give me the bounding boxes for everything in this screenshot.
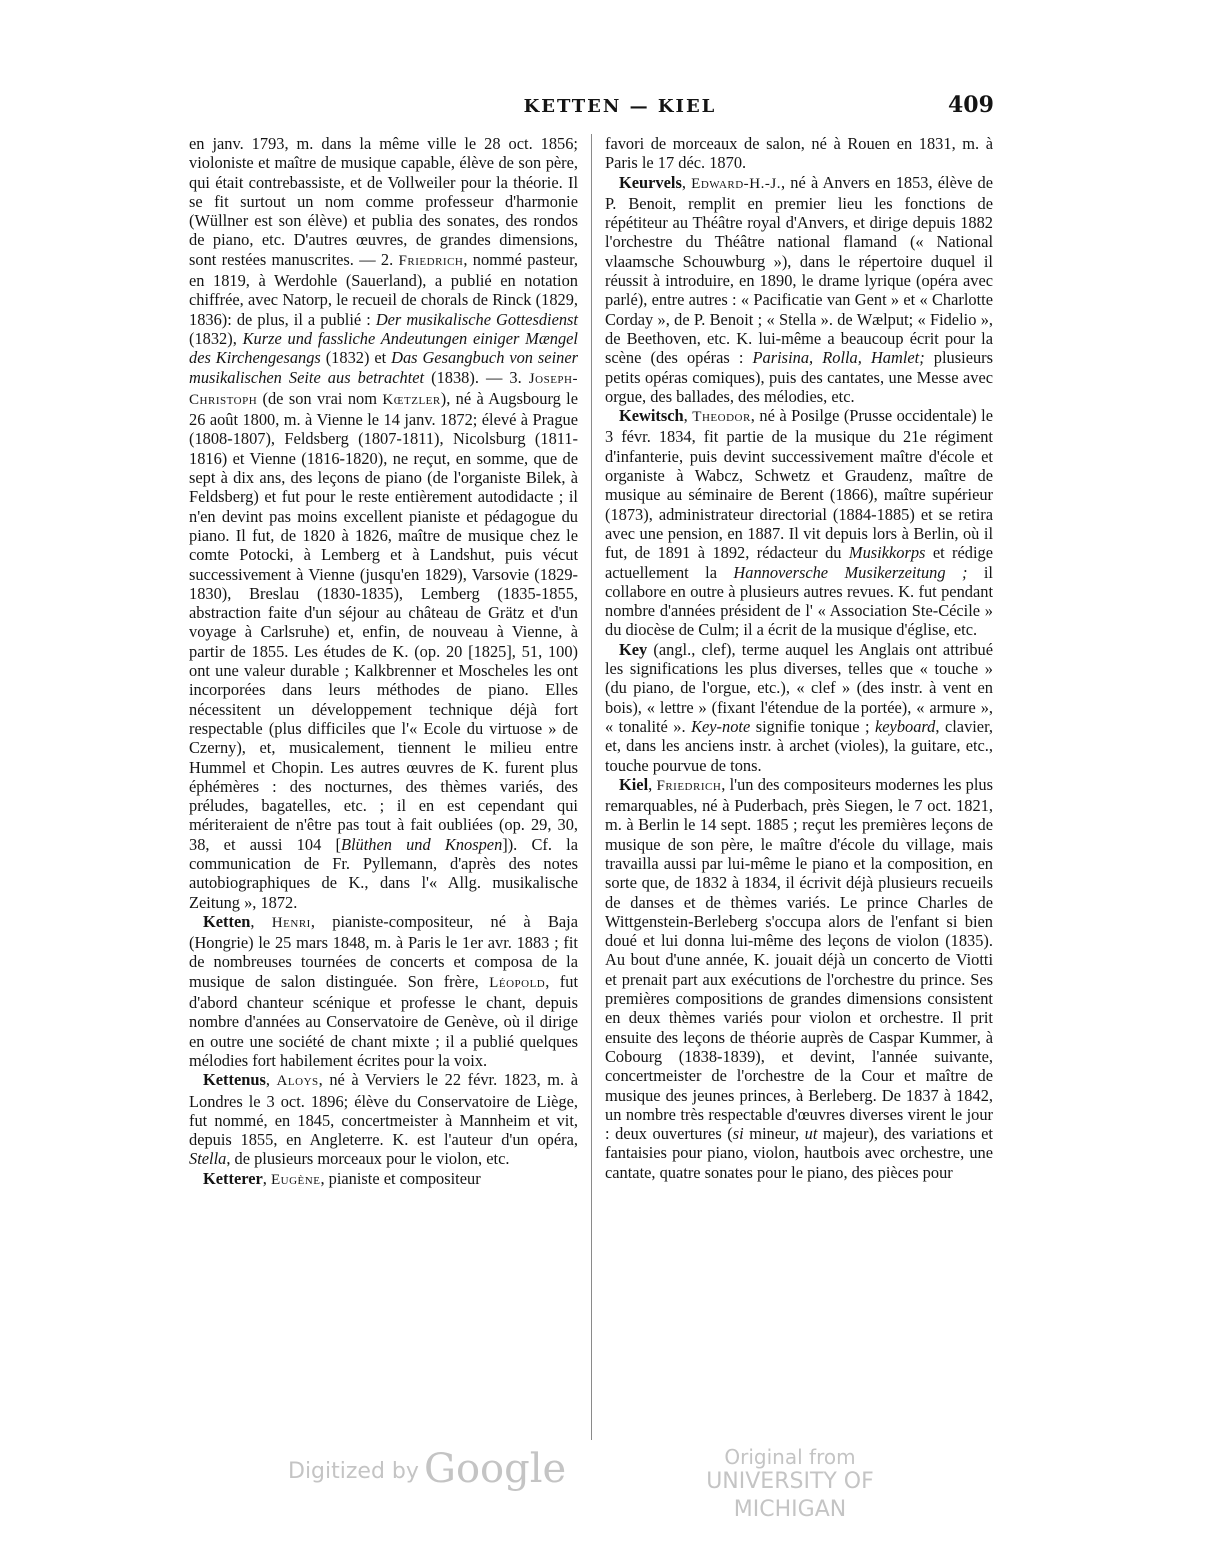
dictionary-entry — [605, 406, 993, 640]
italic-title: Das Gesangbuch von seiner musikalischen Seite aus betrachtet — [189, 348, 578, 387]
entry-text: , nommé pasteur, en 1819, à Werdohle (Sauerland), a publié en notation chiffrée, avec Natorp, le recueil de chorals de Rinck (1829, 1836): de plus, il a publié : — [189, 249, 578, 329]
entry-text: plusieurs petits opéras comiques), puis des cantates, une Messe avec orgue, des ballades, des mélodies, etc. — [605, 348, 993, 406]
entry-text: (1832) et — [320, 348, 392, 368]
entry-text: , — [681, 172, 692, 192]
entry-headword: Kettenus — [203, 1070, 266, 1090]
small-caps-name: Kœtzler — [382, 391, 441, 408]
italic-title: ut — [804, 1124, 818, 1144]
entry-headword: Kewitsch — [619, 406, 684, 426]
entry-text: ), né à Augsbourg le 26 août 1800, m. à Vienne le 14 janv. 1872; élevé à Prague (1808-1807), Feldsberg (1807-1811), Nicolsburg (1811-1816) et Vienne (1816-1820), ne reçut, en somme, que de sept à dix ans, des leçons de piano (de l'organiste Bilek, à Feldsberg) et fut pour le reste entièrement autodidacte ; il n'en devint pas moins excellent pianiste et pédagogue du piano. Il fut, de 1820 à 1826, maître de musique chez le comte Potocki, à Lemberg et à Landshut, puis vécut successivement à Vienne (jusqu'en 1829), Varsovie (1829-1830), Breslau (1830-1835), Lemberg (1835-1855, abstraction faite d'un séjour au château de Grätz et d'un voyage à Carlsruhe) et, enfin, de nouveau à Vienne, à partir de 1855. Les études de K. (op. 20 [1825], 51, 100) ont une valeur durable ; Kalkbrenner et Moscheles les ont incorporées dans leurs méthodes de piano. Elles nécessitent un développement technique déjà fort respectable (plus difficiles que l'« Ecole du virtuose » de Czerny), et, musicalement, tiennent le milieu entre Hummel et Chopin. Les autres œuvres de K. furent plus éphémères : des nocturnes, des thèmes variés, des préludes, bagatelles, etc. ; il en est cependant qui mériteraient de n'être pas tout à fait oubliées (op. 29, 30, 38, et aussi 104 [ — [189, 388, 578, 854]
dictionary-entry — [189, 1070, 578, 1168]
digitized-by-watermark — [288, 1446, 566, 1492]
entry-text: , pianiste et compositeur — [320, 1168, 481, 1188]
dictionary-entry — [605, 640, 993, 775]
entry-text: , fut d'abord chanteur scénique et professe le chant, depuis nombre d'années au Conservatoire de Genève, où il dirige en outre une société de chant mixte ; il a publié quelques mélodies fort habilement écrites pour la voix. — [189, 971, 578, 1070]
italic-title: si — [732, 1124, 744, 1144]
entry-headword: Key — [619, 639, 648, 659]
entry-text: , de plusieurs morceaux pour le violon, etc. — [226, 1149, 510, 1169]
italic-title: Parisina, Rolla, Hamlet; — [752, 348, 925, 368]
entry-text: , — [265, 1070, 277, 1090]
continued-paragraph — [605, 134, 993, 173]
italic-title: Hannoversche Musikerzeitung ; — [733, 562, 968, 582]
italic-title: keyboard — [875, 716, 936, 736]
entry-headword: Ketten — [203, 911, 251, 931]
entry-text: ]). Cf. la communication de Fr. Pyllemann, d'après des notes autobiographiques de K., dans l'« Allg. musikalische Zeitung », 1872. — [189, 834, 578, 912]
small-caps-name: Edward-H.-J. — [691, 175, 782, 192]
entry-headword: Keurvels — [619, 172, 682, 192]
entry-text: , né à Verviers le 22 févr. 1823, m. à Londres le 3 oct. 1896; élève du Conservatoire de Liège, fut nommé, en 1845, concertmeister à Mannheim et vit, depuis 1855, en Angleterre. K. est l'auteur d'un opéra, — [189, 1070, 578, 1150]
dictionary-entry — [605, 775, 993, 1182]
entry-text: (de son vrai nom — [257, 388, 383, 408]
entry-text: , — [262, 1168, 271, 1188]
entry-text: (1832), — [189, 328, 243, 348]
entry-text: , né à Anvers en 1853, élève de P. Benoit, remplit en premier lieu les fonctions de répétiteur au Théâtre royal d'Anvers, et dirige depuis 1882 l'orchestre du Théâtre national flamand (« National vlaamsche Schouwburg »), dans le répertoire duquel il réussit à introduire, en 1890, le drame lyrique (opéra avec parlé), entre autres : « Pacificatie van Gent » et « Charlotte Corday », de P. Benoit ; « Stella ». de Wælput; « Fidelio », de Beethoven, etc. K. lui-même a beaucoup écrit pour la scène (des opéras : — [605, 172, 993, 368]
entry-text: , né à Posilge (Prusse occidentale) le 3 févr. 1834, fit partie de la musique du 21e régiment d'infanterie, puis devint successivement maître d'école et organiste à Wabcz, Schwetz et Graudenz, maître de musique au séminaire de Berent (1866), maître supérieur (1873), administrateur directorial (1884-1885) et se retira avec une pension, en 1887. Il vit depuis lors à Berlin, où il fut, de 1891 à 1892, rédacteur du — [605, 406, 993, 563]
italic-title: Kurze und fassliche Andeutungen einiger Mængel des Kirchengesangs — [189, 328, 578, 368]
original-source-watermark — [660, 1446, 920, 1524]
entry-text: , — [648, 774, 657, 794]
google-logo: Google — [424, 1446, 567, 1492]
italic-title: Der musikalische Gottesdienst — [375, 309, 578, 329]
entry-headword: Kiel — [619, 774, 649, 794]
entry-text: , l'un des compositeurs modernes les plus remarquables, né à Puderbach, près Siegen, le 7 oct. 1821, m. à Berlin le 14 sept. 1885 ; reçut les premières leçons de musique de son père, le maître d'école du village, mais travailla aussi par lui-même le piano et la composition, en sorte que, de 1832 à 1834, il écrivit déjà plusieurs recueils de danses et de thèmes variés. Le prince Charles de Wittgenstein-Berleberg s'occupa alors de l'enfant si bien doué et lui donna lui-même des leçons de violon (1835). Au bout d'une année, K. jouait déjà un concerto de Viotti et prenait part aux exécutions de l'orchestre du prince. Ses premières compositions de grandes dimensions consistent en deux thèmes variés pour violon et orchestre. Il prit ensuite des leçons de théorie auprès de Caspar Kummer, à Cobourg (1838-1839), et devint, l'année suivante, concertmeister de l'orchestre de la Cour et maître de musique des jeunes princes, à Berleberg. De 1837 à 1842, un nombre très respectable d'œuvres diverses virent le jour : deux ouvertures ( — [605, 774, 993, 1144]
column-divider — [591, 134, 592, 1440]
entry-text: , — [250, 911, 272, 931]
small-caps-name: Aloys — [276, 1073, 319, 1090]
dictionary-entry — [189, 1169, 578, 1190]
italic-title: Blüthen und Knospen — [340, 834, 503, 854]
entry-text: signifie tonique ; — [750, 716, 875, 736]
entry-text: mineur, — [743, 1124, 805, 1144]
entry-text: (1838). — 3. — [424, 367, 529, 387]
entry-text: , — [683, 406, 693, 426]
small-caps-name: Joseph-Christoph — [189, 370, 579, 408]
original-from-label: Original from — [724, 1445, 856, 1469]
dictionary-entry — [189, 912, 578, 1070]
dictionary-entry — [605, 173, 993, 407]
entry-text: , pianiste-compositeur, né à Baja (Hongrie) le 25 mars 1848, m. à Paris le 1er avr. 1883 ; fit de nombreuses tournées de concerts et composa de la musique de salon distinguée. Son frère, — [189, 911, 578, 991]
entry-headword: Ketterer — [203, 1168, 263, 1188]
entry-text: en janv. 1793, m. dans la même ville le 28 oct. 1856; violoniste et maître de musique capable, élève de son père, qui était contrebassiste, et de Vollweiler pour la théorie. Il se fit surtout un nom comme professeur d'harmonie (Wüllner est son élève) et publia des sonates, des rondos de piano, etc. D'autres œuvres, de grandes dimensions, sont restées manuscrites. — 2. — [189, 134, 578, 269]
entry-text: majeur), des variations et fantaisies pour piano, violon, hautbois avec orchestre, une cantate, quatre sonates pour le piano, des pièces pour — [605, 1124, 993, 1182]
small-caps-name: Friedrich — [656, 777, 722, 794]
page-number: 409 — [948, 92, 994, 118]
entry-text: il collabore en outre à plusieurs autres revues. K. fut pendant nombre d'années président de l' « Association Ste-Cécile » du diocèse de Culm; il a écrit de la musique d'église, etc. — [605, 562, 993, 640]
right-column — [605, 134, 993, 1182]
running-title: KETTEN — KIEL — [523, 96, 717, 117]
italic-title: Musikkorps — [848, 543, 926, 563]
university-label: UNIVERSITY OF MICHIGAN — [706, 1469, 874, 1522]
small-caps-name: Léopold — [489, 974, 546, 991]
entry-text: (angl., clef), terme auquel les Anglais ont attribué les significations les plus diverses, telles que « touche » (du piano, de l'orgue, etc.), « clef » (des instr. à vent en bois), « lettre » (fixant l'étendue de la portée), « armure », « tonalité ». — [605, 639, 993, 736]
digitized-prefix: Digitized by — [288, 1459, 419, 1484]
small-caps-name: Henri — [271, 914, 311, 931]
italic-title: Key-note — [691, 716, 751, 736]
small-caps-name: Theodor — [692, 409, 751, 426]
small-caps-name: Friedrich — [398, 252, 464, 269]
entry-text: favori de morceaux de salon, né à Rouen en 1831, m. à Paris le 17 déc. 1870. — [605, 134, 993, 173]
entry-text: , clavier, et, dans les anciens instr. à archet (violes), la guitare, etc., touche pourvue de tons. — [605, 716, 993, 775]
italic-title: Stella — [189, 1149, 227, 1169]
entry-text: et rédige actuellement la — [605, 543, 994, 582]
small-caps-name: Eugène — [270, 1171, 321, 1188]
left-column — [189, 134, 578, 1190]
continued-paragraph — [189, 134, 578, 912]
